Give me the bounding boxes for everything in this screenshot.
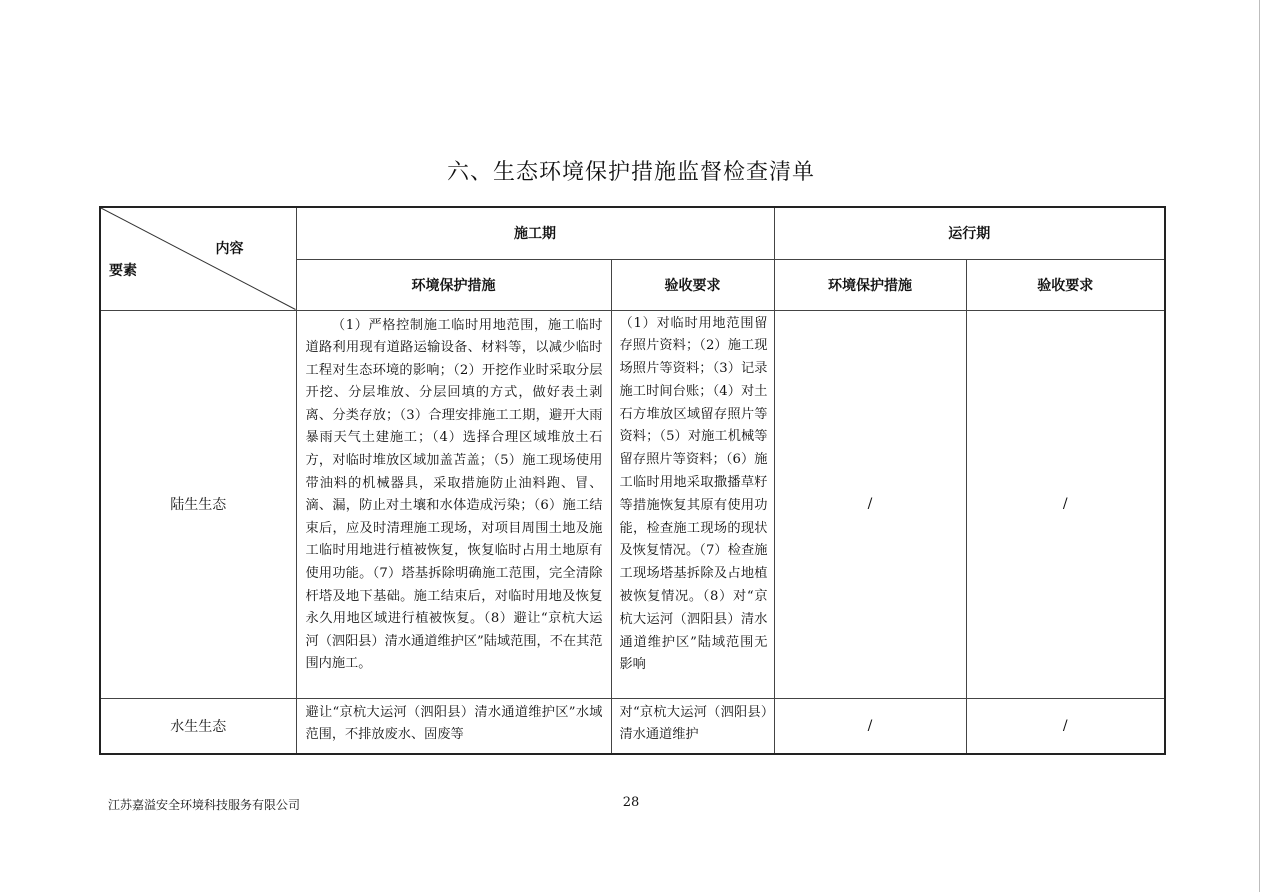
op-acceptance-cell: / — [966, 698, 1165, 754]
diagonal-line — [101, 208, 296, 310]
measures-text: （1）严格控制施工临时用地范围，施工临时道路利用现有道路运输设备、材料等，以减少临时工程对生态环境的影响；（2）开挖作业时采取分层开挖、分层堆放、分层回填的方式，做好表土剥离、分类存放；（3）合理安排施工工期，避开大雨暴雨天气土建施工；（4）选择合理区域堆放土石方，对临时堆放区域加盖苫盖；（5）施工现场使用带油料的机械器具，采取措施防止油料跑、冒、滴、漏，防止对土壤和水体造成污染；（6）施工结束后，应及时清理施工现场，对项目周围土地及施工临时用地进行植被恢复，恢复临时占用土地原有使用功能。（7）塔基拆除明确施工范围，完全清除杆塔及地下基础。施工结束后，对临时用地及恢复永久用地区域进行植被恢复。（8）避让“京杭大运河（泗阳县）清水通道维护区”陆域范围，不在其范围内施工。 — [305, 317, 603, 672]
footer-company: 江苏嘉溢安全环境科技服务有限公司 — [108, 798, 301, 812]
measures-cell — [296, 310, 611, 698]
table-row — [100, 310, 1165, 698]
construction-measures-header: 环境保护措施 — [296, 259, 611, 310]
measures-cell — [296, 698, 611, 754]
op-acceptance-cell: / — [966, 310, 1165, 698]
acceptance-cell — [611, 698, 774, 754]
header-row-periods — [100, 207, 1165, 259]
page-title: 六、生态环境保护措施监督检查清单 — [446, 160, 815, 185]
measures-text: 避让“京杭大运河（泗阳县）清水通道维护区”水域范围，不排放废水、固废等 — [305, 704, 603, 743]
element-cell: 水生生态 — [100, 698, 296, 754]
construction-acceptance-header: 验收要求 — [611, 259, 774, 310]
page-edge-rule — [1259, 0, 1260, 892]
table-row — [100, 698, 1165, 754]
eco-checklist-table — [99, 206, 1166, 755]
acceptance-text: 对“京杭大运河（泗阳县）清水通道维护 — [619, 704, 768, 743]
page-number: 28 — [622, 795, 640, 810]
corner-content-label: 内容 — [215, 241, 244, 257]
corner-element-label: 要素 — [109, 263, 137, 279]
operation-period-header: 运行期 — [774, 207, 1165, 259]
corner-header-cell — [100, 207, 296, 310]
element-cell: 陆生生态 — [100, 310, 296, 698]
acceptance-text: （1）对临时用地范围留存照片资料；（2）施工现场照片等资料；（3）记录施工时间台账；（4）对土石方堆放区域留存照片等资料；（5）对施工机械等留存照片等资料；（6）施工临时用地采取撒播草籽等措施恢复其原有使用功能，检查施工现场的现状及恢复情况。（7）检查施工现场塔基拆除及占地植被恢复情况。（8）对“京杭大运河（泗阳县）清水通道维护区”陆域范围无影响 — [619, 315, 768, 673]
op-measures-cell: / — [774, 698, 966, 754]
operation-measures-header: 环境保护措施 — [774, 259, 966, 310]
op-measures-cell: / — [774, 310, 966, 698]
operation-acceptance-header: 验收要求 — [966, 259, 1165, 310]
acceptance-cell — [611, 310, 774, 698]
construction-period-header: 施工期 — [296, 207, 774, 259]
